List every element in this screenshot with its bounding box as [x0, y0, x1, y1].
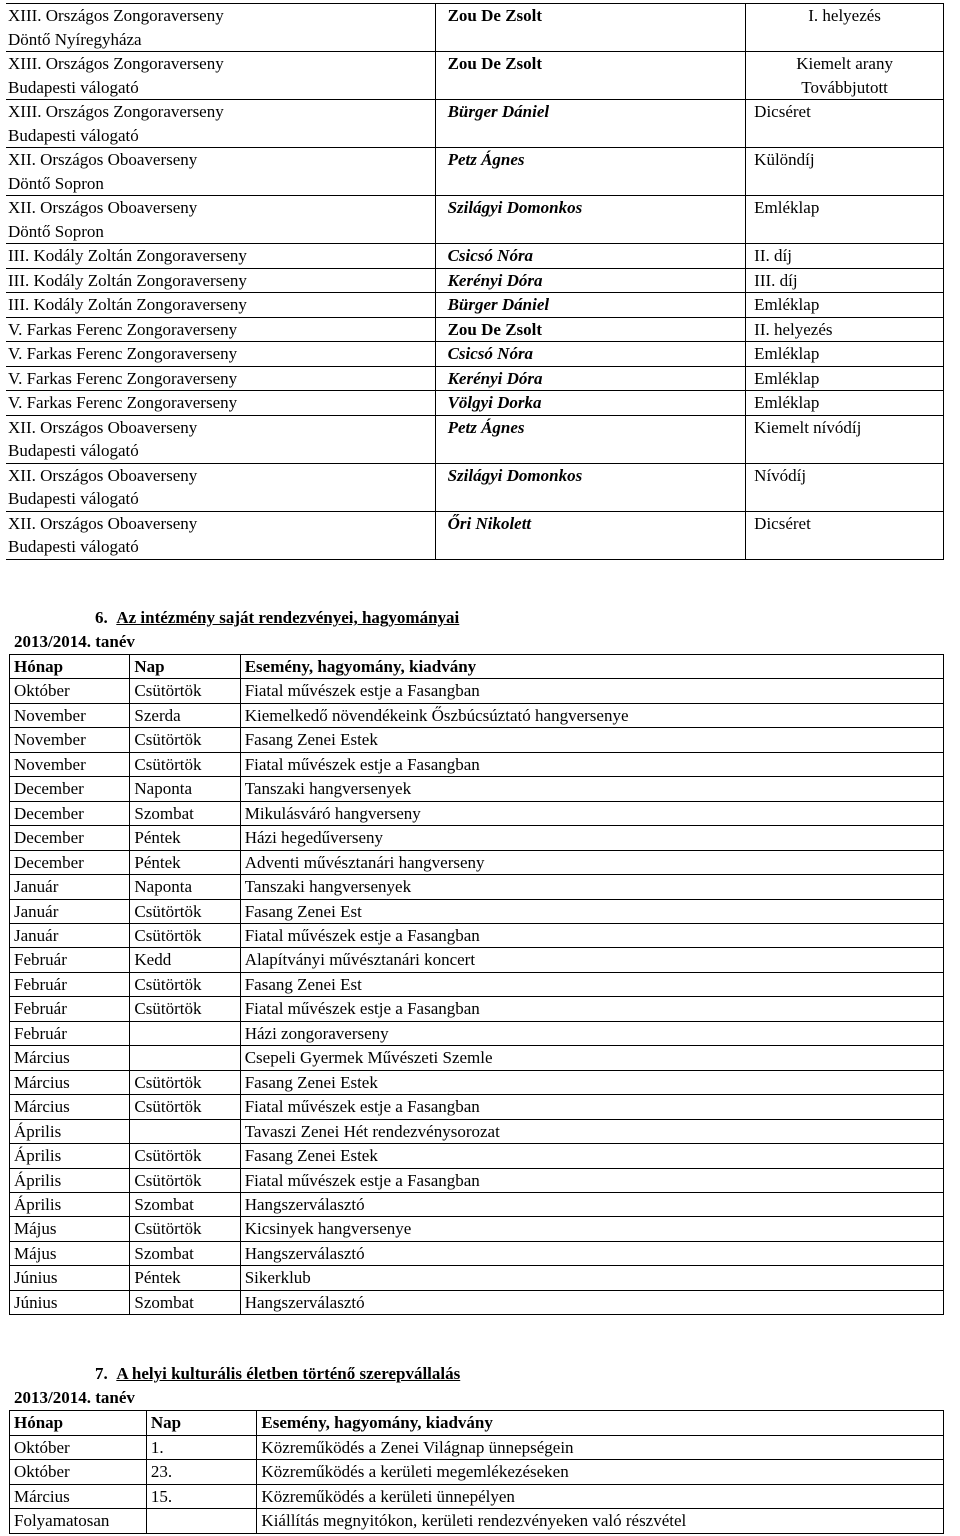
- event-cell: Fasang Zenei Est: [240, 899, 943, 923]
- event-cell: Fiatal művészek estje a Fasangban: [240, 752, 943, 776]
- day-cell: Csütörtök: [130, 923, 240, 947]
- event-cell: Tavaszi Zenei Hét rendezvénysorozat: [240, 1119, 943, 1143]
- award-competition-line: V. Farkas Ferenc Zongoraverseny: [8, 393, 238, 412]
- award-student: [435, 342, 746, 367]
- award-competition-line: XII. Országos Oboaverseny: [8, 150, 198, 169]
- event-cell: Kiemelkedő növendékeink Őszbúcsúztató hangversenye: [240, 703, 943, 727]
- award-result: [746, 196, 944, 244]
- award-student-name: Zou De Zsolt: [447, 54, 543, 73]
- table-row: [10, 801, 944, 825]
- event-cell: Fasang Zenei Est: [240, 972, 943, 996]
- award-competition-line: Budapesti válogató: [8, 77, 139, 97]
- table-row: [10, 1217, 944, 1241]
- award-competition-line: XII. Országos Oboaverseny: [8, 465, 198, 485]
- award-competition: [6, 342, 435, 367]
- event-cell: Kiállítás megnyitókon, kerületi rendezvényeken való részvétel: [257, 1509, 944, 1534]
- award-result: [746, 342, 944, 367]
- month-cell: Október: [10, 679, 130, 703]
- month-cell: Október: [10, 1460, 147, 1485]
- award-student-name: Szilágyi Domonkos: [447, 465, 583, 485]
- table-row: [10, 703, 944, 727]
- table-row: [10, 923, 944, 947]
- award-competition-line: Döntő Sopron: [8, 221, 104, 241]
- award-student: [435, 4, 746, 52]
- table-row: [10, 752, 944, 776]
- month-cell: Január: [10, 875, 130, 899]
- award-competition: [6, 511, 435, 559]
- event-cell: Sikerklub: [240, 1266, 943, 1290]
- awards-table: [6, 3, 944, 560]
- events-table: [9, 654, 944, 1315]
- table-header-cell: Esemény, hagyomány, kiadvány: [257, 1411, 944, 1436]
- award-student: [435, 511, 746, 559]
- event-cell: Fiatal művészek estje a Fasangban: [240, 679, 943, 703]
- month-cell: Március: [10, 1484, 147, 1509]
- table-row: [10, 679, 944, 703]
- table-row: [10, 1070, 944, 1094]
- table-header-cell: Hónap: [10, 655, 130, 679]
- award-row: [6, 342, 944, 367]
- section-7-year: 2013/2014. tanév: [14, 1388, 135, 1407]
- month-cell: Április: [10, 1192, 130, 1216]
- award-row: [6, 244, 944, 269]
- award-competition: [6, 293, 435, 318]
- award-competition: [6, 52, 435, 100]
- event-cell: Fiatal művészek estje a Fasangban: [240, 923, 943, 947]
- award-result-line: III. díj: [754, 270, 798, 290]
- event-cell: Csepeli Gyermek Művészeti Szemle: [240, 1046, 943, 1070]
- award-student-name: Bürger Dániel: [447, 102, 550, 121]
- award-result-line: Továbbjutott: [801, 77, 888, 97]
- month-cell: December: [10, 777, 130, 801]
- event-cell: Adventi művésztanári hangverseny: [240, 850, 943, 874]
- table-row: [10, 972, 944, 996]
- table-row: [10, 1266, 944, 1290]
- month-cell: Február: [10, 948, 130, 972]
- award-competition: [6, 196, 435, 244]
- award-result: [746, 244, 944, 269]
- award-row: [6, 196, 944, 244]
- table-header-cell: Nap: [146, 1411, 257, 1436]
- day-cell: Szombat: [130, 1192, 240, 1216]
- award-competition-line: V. Farkas Ferenc Zongoraverseny: [8, 344, 238, 363]
- month-cell: Június: [10, 1266, 130, 1290]
- table-row: [10, 826, 944, 850]
- day-cell: Csütörtök: [130, 679, 240, 703]
- award-student: [435, 52, 746, 100]
- award-competition-line: XIII. Országos Zongoraverseny: [8, 6, 224, 25]
- table-row: [10, 1144, 944, 1168]
- award-row: [6, 293, 944, 318]
- award-student-name: Petz Ágnes: [447, 417, 525, 437]
- day-cell: Szombat: [130, 1241, 240, 1265]
- month-cell: Május: [10, 1241, 130, 1265]
- month-cell: Február: [10, 997, 130, 1021]
- table-row: [10, 1192, 944, 1216]
- section-6-number: 6.: [95, 608, 108, 627]
- award-student-name: Kerényi Dóra: [447, 270, 543, 290]
- event-cell: Kicsinyek hangversenye: [240, 1217, 943, 1241]
- day-cell: [130, 1119, 240, 1143]
- award-result-line: Különdíj: [754, 150, 815, 169]
- award-result-line: Emléklap: [754, 198, 820, 217]
- award-row: [6, 463, 944, 511]
- award-student-name: Csicsó Nóra: [447, 246, 534, 265]
- award-result-line: II. díj: [754, 246, 792, 265]
- award-row: [6, 52, 944, 100]
- award-row: [6, 391, 944, 416]
- award-student-name: Zou De Zsolt: [447, 6, 543, 25]
- award-row: [6, 317, 944, 342]
- month-cell: Április: [10, 1144, 130, 1168]
- day-cell: Szombat: [130, 801, 240, 825]
- day-cell: [146, 1509, 257, 1534]
- day-cell: Csütörtök: [130, 1144, 240, 1168]
- event-cell: Közreműködés a kerületi ünnepélyen: [257, 1484, 944, 1509]
- award-result-line: Emléklap: [754, 393, 820, 412]
- award-student: [435, 463, 746, 511]
- month-cell: Február: [10, 1021, 130, 1045]
- award-result: [746, 391, 944, 416]
- award-competition-line: XII. Országos Oboaverseny: [8, 513, 198, 533]
- event-cell: Alapítványi művésztanári koncert: [240, 948, 943, 972]
- day-cell: Csütörtök: [130, 997, 240, 1021]
- month-cell: November: [10, 703, 130, 727]
- award-competition-line: XII. Országos Oboaverseny: [8, 417, 198, 437]
- award-result-line: Emléklap: [754, 344, 820, 363]
- section-6-title: Az intézmény saját rendezvényei, hagyományai: [116, 608, 460, 627]
- award-student-name: Szilágyi Domonkos: [447, 198, 583, 217]
- award-result-line: Nívódíj: [754, 465, 807, 485]
- award-competition: [6, 100, 435, 148]
- award-competition-line: V. Farkas Ferenc Zongoraverseny: [8, 319, 238, 339]
- day-cell: [130, 1021, 240, 1045]
- event-cell: Hangszerválasztó: [240, 1192, 943, 1216]
- award-result-line: Kiemelt nívódíj: [754, 417, 862, 437]
- month-cell: Március: [10, 1046, 130, 1070]
- table-row: [10, 899, 944, 923]
- award-result: [746, 4, 944, 52]
- section-7-heading: [95, 1362, 460, 1385]
- award-result-line: Emléklap: [754, 295, 820, 314]
- day-cell: Naponta: [130, 875, 240, 899]
- day-cell: 15.: [146, 1484, 257, 1509]
- month-cell: December: [10, 826, 130, 850]
- award-student: [435, 244, 746, 269]
- month-cell: Február: [10, 972, 130, 996]
- award-student-name: Csicsó Nóra: [447, 344, 534, 363]
- section-7-title: A helyi kulturális életben történő szerepvállalás: [116, 1364, 461, 1383]
- table-row: [10, 875, 944, 899]
- table-header-row: [10, 655, 944, 679]
- day-cell: Csütörtök: [130, 1095, 240, 1119]
- award-student-name: Kerényi Dóra: [447, 368, 543, 388]
- table-row: [10, 1484, 944, 1509]
- day-cell: Kedd: [130, 948, 240, 972]
- award-result-line: I. helyezés: [808, 6, 881, 25]
- award-result: [746, 100, 944, 148]
- table-row: [10, 1021, 944, 1045]
- month-cell: November: [10, 752, 130, 776]
- table-row: [10, 948, 944, 972]
- award-student-name: Völgyi Dorka: [447, 393, 542, 412]
- award-competition: [6, 268, 435, 293]
- award-result-line: Dicséret: [754, 102, 811, 121]
- award-student: [435, 100, 746, 148]
- table-header-cell: Esemény, hagyomány, kiadvány: [240, 655, 943, 679]
- award-row: [6, 366, 944, 391]
- award-competition-line: Döntő Nyíregyháza: [8, 29, 142, 49]
- award-competition-line: Döntő Sopron: [8, 173, 104, 193]
- award-competition-line: XII. Országos Oboaverseny: [8, 198, 198, 217]
- table-row: [10, 1119, 944, 1143]
- award-result-line: Dicséret: [754, 513, 811, 533]
- award-student: [435, 391, 746, 416]
- day-cell: Csütörtök: [130, 752, 240, 776]
- month-cell: Január: [10, 899, 130, 923]
- award-row: [6, 4, 944, 52]
- section-6-heading: [95, 606, 459, 629]
- award-student-name: Őri Nikolett: [447, 513, 532, 533]
- award-result: [746, 293, 944, 318]
- award-student: [435, 293, 746, 318]
- event-cell: Hangszerválasztó: [240, 1241, 943, 1265]
- table-row: [10, 1046, 944, 1070]
- award-student: [435, 196, 746, 244]
- event-cell: Fasang Zenei Estek: [240, 1144, 943, 1168]
- month-cell: November: [10, 728, 130, 752]
- award-result: [746, 463, 944, 511]
- month-cell: Október: [10, 1435, 147, 1460]
- event-cell: Fiatal művészek estje a Fasangban: [240, 997, 943, 1021]
- table-row: [10, 1095, 944, 1119]
- award-competition: [6, 244, 435, 269]
- day-cell: Szombat: [130, 1290, 240, 1314]
- event-cell: Házi hegedűverseny: [240, 826, 943, 850]
- award-competition-line: XIII. Országos Zongoraverseny: [8, 54, 224, 73]
- award-result: [746, 317, 944, 342]
- table-row: [10, 777, 944, 801]
- award-result-line: Kiemelt arany: [796, 54, 893, 73]
- day-cell: Csütörtök: [130, 1168, 240, 1192]
- table-header-cell: Nap: [130, 655, 240, 679]
- event-cell: Fasang Zenei Estek: [240, 728, 943, 752]
- table-row: [10, 728, 944, 752]
- month-cell: Március: [10, 1095, 130, 1119]
- table-row: [10, 850, 944, 874]
- award-student: [435, 148, 746, 196]
- table-row: [10, 1290, 944, 1314]
- award-competition-line: III. Kodály Zoltán Zongoraverseny: [8, 246, 247, 265]
- award-result: [746, 268, 944, 293]
- month-cell: Április: [10, 1119, 130, 1143]
- day-cell: Csütörtök: [130, 728, 240, 752]
- month-cell: Április: [10, 1168, 130, 1192]
- award-competition-line: Budapesti válogató: [8, 537, 139, 556]
- day-cell: [130, 1046, 240, 1070]
- event-cell: Közreműködés a kerületi megemlékezéseken: [257, 1460, 944, 1485]
- table-row: [10, 1241, 944, 1265]
- day-cell: Naponta: [130, 777, 240, 801]
- event-cell: Házi zongoraverseny: [240, 1021, 943, 1045]
- table-header-row: [10, 1411, 944, 1436]
- award-competition-line: III. Kodály Zoltán Zongoraverseny: [8, 295, 247, 314]
- day-cell: Szerda: [130, 703, 240, 727]
- award-row: [6, 415, 944, 463]
- award-competition: [6, 148, 435, 196]
- table-row: [10, 1168, 944, 1192]
- month-cell: Január: [10, 923, 130, 947]
- month-cell: Folyamatosan: [10, 1509, 147, 1534]
- event-cell: Hangszerválasztó: [240, 1290, 943, 1314]
- day-cell: Csütörtök: [130, 1217, 240, 1241]
- award-row: [6, 268, 944, 293]
- table-row: [10, 1460, 944, 1485]
- award-competition: [6, 391, 435, 416]
- award-competition: [6, 463, 435, 511]
- award-competition-line: Budapesti válogató: [8, 125, 139, 145]
- award-result: [746, 511, 944, 559]
- section-7-number: 7.: [95, 1364, 108, 1383]
- table-row: [10, 1435, 944, 1460]
- day-cell: Péntek: [130, 1266, 240, 1290]
- month-cell: December: [10, 850, 130, 874]
- award-competition: [6, 415, 435, 463]
- award-student: [435, 415, 746, 463]
- award-competition-line: Budapesti válogató: [8, 489, 139, 508]
- month-cell: Május: [10, 1217, 130, 1241]
- award-row: [6, 100, 944, 148]
- event-cell: Fasang Zenei Estek: [240, 1070, 943, 1094]
- award-competition: [6, 4, 435, 52]
- event-cell: Közreműködés a Zenei Világnap ünnepségein: [257, 1435, 944, 1460]
- event-cell: Fiatal művészek estje a Fasangban: [240, 1095, 943, 1119]
- table-row: [10, 1509, 944, 1534]
- day-cell: Csütörtök: [130, 1070, 240, 1094]
- award-result-line: II. helyezés: [754, 319, 833, 339]
- award-student-name: Zou De Zsolt: [447, 319, 543, 339]
- event-cell: Fiatal művészek estje a Fasangban: [240, 1168, 943, 1192]
- award-student: [435, 317, 746, 342]
- award-result: [746, 415, 944, 463]
- award-result: [746, 52, 944, 100]
- day-cell: Csütörtök: [130, 972, 240, 996]
- section-6-year: 2013/2014. tanév: [14, 632, 135, 651]
- award-student-name: Bürger Dániel: [447, 295, 550, 314]
- day-cell: 23.: [146, 1460, 257, 1485]
- table-header-cell: Hónap: [10, 1411, 147, 1436]
- month-cell: Március: [10, 1070, 130, 1094]
- award-competition: [6, 317, 435, 342]
- award-competition: [6, 366, 435, 391]
- table-row: [10, 997, 944, 1021]
- event-cell: Mikulásváró hangverseny: [240, 801, 943, 825]
- award-student: [435, 268, 746, 293]
- award-result: [746, 148, 944, 196]
- day-cell: 1.: [146, 1435, 257, 1460]
- award-student-name: Petz Ágnes: [447, 150, 525, 169]
- day-cell: Péntek: [130, 850, 240, 874]
- award-result-line: Emléklap: [754, 368, 820, 388]
- award-result: [746, 366, 944, 391]
- award-student: [435, 366, 746, 391]
- event-cell: Tanszaki hangversenyek: [240, 875, 943, 899]
- day-cell: Csütörtök: [130, 899, 240, 923]
- day-cell: Péntek: [130, 826, 240, 850]
- award-competition-line: Budapesti válogató: [8, 441, 139, 460]
- month-cell: Június: [10, 1290, 130, 1314]
- award-competition-line: V. Farkas Ferenc Zongoraverseny: [8, 368, 238, 388]
- month-cell: December: [10, 801, 130, 825]
- award-competition-line: XIII. Országos Zongoraverseny: [8, 102, 224, 121]
- event-cell: Tanszaki hangversenyek: [240, 777, 943, 801]
- award-row: [6, 148, 944, 196]
- award-row: [6, 511, 944, 559]
- roles-table: [9, 1410, 944, 1534]
- award-competition-line: III. Kodály Zoltán Zongoraverseny: [8, 270, 247, 290]
